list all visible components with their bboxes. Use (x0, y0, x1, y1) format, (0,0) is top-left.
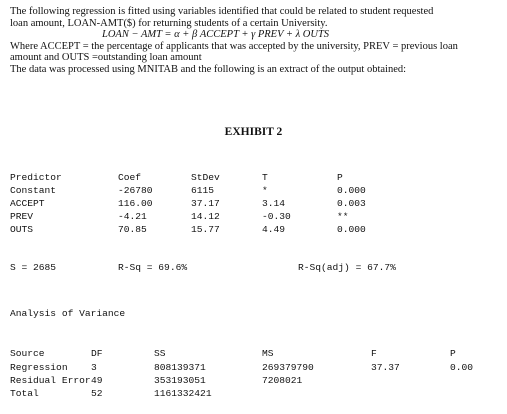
r-squared-adjusted: R-Sq(adj) = 67.7% (298, 262, 396, 273)
ss-value: 353193051 (154, 375, 206, 386)
table-row (0, 388, 507, 401)
stdev-value: 15.77 (191, 224, 220, 235)
predictor-name: ACCEPT (10, 198, 45, 209)
table-row (0, 375, 507, 388)
header-stdev: StDev (191, 172, 220, 183)
header-df: DF (91, 348, 103, 359)
header-t: T (262, 172, 268, 183)
source-name: Residual Error (10, 375, 91, 386)
table-row (0, 362, 507, 375)
ms-value: 269379790 (262, 362, 314, 373)
p-value: ** (337, 211, 349, 222)
regression-equation: LOAN − AMT = α + β ACCEPT + γ PREV + λ OUTS (102, 29, 330, 40)
r-squared: R-Sq = 69.6% (118, 262, 188, 273)
t-value: -0.30 (262, 211, 291, 222)
anova-header-row (0, 348, 507, 361)
header-predictor: Predictor (10, 172, 62, 183)
p-value: 0.00 (450, 362, 474, 373)
p-value: 0.000 (337, 185, 366, 196)
ss-value: 808139371 (154, 362, 206, 373)
table-row (0, 211, 507, 224)
intro-line-4: The data was processed using MNITAB and the following is an extract of the output obtained: (10, 63, 407, 75)
table-row (0, 185, 507, 198)
intro-line-1: The following regression is fitted using variables identified that could be related to student requested (10, 6, 434, 17)
header-p: P (450, 348, 456, 359)
coef-value: 116.00 (118, 198, 153, 209)
t-value: 3.14 (262, 198, 286, 209)
df-value: 3 (91, 362, 97, 373)
anova-title: Analysis of Variance (10, 308, 126, 319)
stdev-value: 37.17 (191, 198, 220, 209)
source-name: Total (10, 388, 39, 399)
header-source: Source (10, 348, 45, 359)
header-f: F (371, 348, 377, 359)
std-error-s: S = 2685 (10, 262, 57, 273)
intro-line-2: loan amount, LOAN-AMT($) for returning students of a certain University. (10, 17, 328, 29)
header-ss: SS (154, 348, 166, 359)
table-row (0, 224, 507, 237)
coef-value: -4.21 (118, 211, 147, 222)
p-value: 0.003 (337, 198, 366, 209)
header-coef: Coef (118, 172, 142, 183)
exhibit-title: EXHIBIT 2 (224, 126, 283, 138)
stdev-value: 14.12 (191, 211, 220, 222)
header-p: P (337, 172, 343, 183)
df-value: 49 (91, 375, 103, 386)
predictor-name: OUTS (10, 224, 34, 235)
t-value: * (262, 185, 268, 196)
f-value: 37.37 (371, 362, 400, 373)
coef-value: -26780 (118, 185, 153, 196)
df-value: 52 (91, 388, 103, 399)
table-row (0, 198, 507, 211)
coef-value: 70.85 (118, 224, 147, 235)
predictor-name: PREV (10, 211, 34, 222)
ms-value: 7208021 (262, 375, 303, 386)
question-intro (10, 6, 490, 75)
intro-line-3: Where ACCEPT = the percentage of applicants that was accepted by the university, PREV = previous loan amount and OUTS =outstanding loan amount (10, 40, 458, 63)
p-value: 0.000 (337, 224, 366, 235)
stdev-value: 6115 (191, 185, 215, 196)
ss-value: 1161332421 (154, 388, 212, 399)
coefficient-header-row (0, 172, 507, 185)
t-value: 4.49 (262, 224, 286, 235)
source-name: Regression (10, 362, 68, 373)
predictor-name: Constant (10, 185, 57, 196)
header-ms: MS (262, 348, 274, 359)
